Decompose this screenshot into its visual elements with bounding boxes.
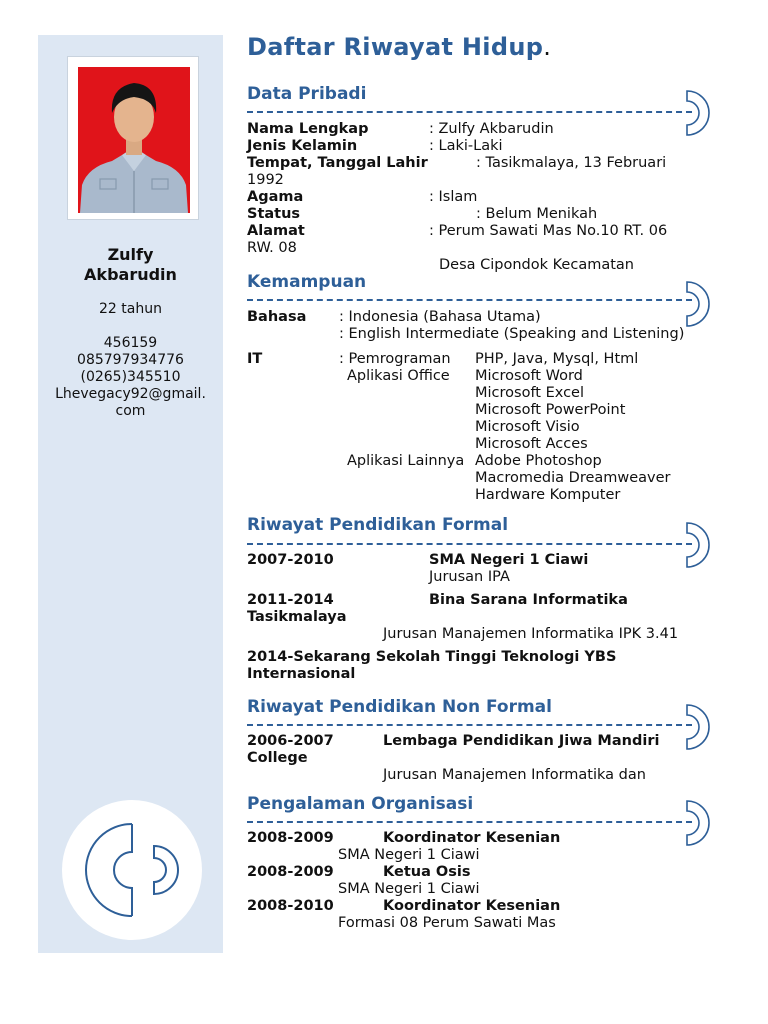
sidebar (38, 35, 223, 953)
value-lain-3: Hardware Komputer (475, 487, 621, 503)
person-portrait-icon (78, 67, 190, 213)
label-bahasa: Bahasa (247, 309, 307, 325)
section-divider (247, 543, 692, 545)
org-2-place: SMA Negeri 1 Ciawi (338, 881, 480, 897)
sidebar-name (38, 245, 223, 285)
org-1-year: 2008-2009 (247, 830, 334, 846)
section-divider (247, 821, 692, 823)
sidebar-age: 22 tahun (99, 301, 162, 317)
value-agama: : Islam (429, 189, 478, 205)
org-3-place: Formasi 08 Perum Sawati Mas (338, 915, 556, 931)
value-bahasa-2: : English Intermediate (Speaking and Listening) (339, 326, 685, 342)
section-heading-kemampuan: Kemampuan (247, 272, 367, 292)
value-jenis-kelamin: : Laki-Laki (429, 138, 503, 154)
formal-1-year: 2007-2010 (247, 552, 334, 568)
sidebar-phone: 085797934776 (77, 352, 184, 368)
nonformal-1-line2: College (247, 750, 308, 766)
profile-photo-frame (67, 56, 199, 220)
label-pemrograman: : Pemrograman (339, 351, 451, 367)
label-aplikasi-lainnya: Aplikasi Lainnya (347, 453, 465, 469)
value-bahasa-1: : Indonesia (Bahasa Utama) (339, 309, 541, 325)
formal-1-sub: Jurusan IPA (429, 569, 510, 585)
formal-1-school: SMA Negeri 1 Ciawi (429, 552, 589, 568)
section-divider (247, 111, 692, 113)
sidebar-logo (62, 800, 202, 940)
value-lain-2: Macromedia Dreamweaver (475, 470, 671, 486)
section-heading-data-pribadi: Data Pribadi (247, 84, 367, 104)
org-1-role: Koordinator Kesenian (383, 830, 561, 846)
value-nama: : Zulfy Akbarudin (429, 121, 554, 137)
sidebar-tel: (0265)345510 (80, 369, 181, 385)
label-aplikasi-office: Aplikasi Office (347, 368, 450, 384)
value-office-1: Microsoft Word (475, 368, 583, 384)
section-heading-pendidikan-formal: Riwayat Pendidikan Formal (247, 515, 509, 535)
sidebar-name-last: Akbarudin (84, 265, 177, 284)
formal-2-year: 2011-2014 (247, 592, 334, 608)
section-arc-icon (685, 280, 715, 328)
nonformal-1-sub: Jurusan Manajemen Informatika dan (383, 767, 646, 783)
sidebar-code: 456159 (103, 335, 158, 351)
sidebar-email-line1: Lhevegacy92@gmail. (55, 386, 206, 402)
nonformal-1-year: 2006-2007 (247, 733, 334, 749)
value-status: : Belum Menikah (476, 206, 598, 222)
sidebar-name-first: Zulfy (107, 245, 154, 264)
section-arc-icon (685, 799, 715, 847)
value-office-5: Microsoft Acces (475, 436, 588, 452)
label-it: IT (247, 351, 263, 367)
org-3-year: 2008-2010 (247, 898, 334, 914)
value-ttl-year: 1992 (247, 172, 284, 188)
formal-3-line2: Internasional (247, 666, 356, 682)
value-office-4: Microsoft Visio (475, 419, 580, 435)
org-2-year: 2008-2009 (247, 864, 334, 880)
value-alamat: : Perum Sawati Mas No.10 RT. 06 (429, 223, 668, 239)
section-heading-pendidikan-non-formal: Riwayat Pendidikan Non Formal (247, 697, 552, 717)
label-nama: Nama Lengkap (247, 121, 369, 137)
sidebar-email-line2: com (115, 403, 146, 419)
value-office-3: Microsoft PowerPoint (475, 402, 626, 418)
label-agama: Agama (247, 189, 304, 205)
nonformal-1-school: Lembaga Pendidikan Jiwa Mandiri (383, 733, 660, 749)
value-ttl: : Tasikmalaya, 13 Februari (476, 155, 667, 171)
page-title: Daftar Riwayat Hidup. (247, 33, 552, 61)
section-arc-icon (685, 703, 715, 751)
section-divider (247, 299, 692, 301)
org-1-place: SMA Negeri 1 Ciawi (338, 847, 480, 863)
value-pemrograman: PHP, Java, Mysql, Html (475, 351, 639, 367)
value-lain-1: Adobe Photoshop (475, 453, 602, 469)
value-alamat-line2: Desa Cipondok Kecamatan (439, 257, 634, 273)
org-3-role: Koordinator Kesenian (383, 898, 561, 914)
section-heading-organisasi: Pengalaman Organisasi (247, 794, 474, 814)
label-status: Status (247, 206, 301, 222)
label-ttl: Tempat, Tanggal Lahir (247, 155, 428, 171)
section-divider (247, 724, 692, 726)
section-arc-icon (685, 89, 715, 137)
profile-photo (78, 67, 190, 213)
label-alamat: Alamat (247, 223, 305, 239)
formal-2-school: Bina Sarana Informatika (429, 592, 628, 608)
formal-2-city: Tasikmalaya (247, 609, 347, 625)
value-alamat-rw: RW. 08 (247, 240, 297, 256)
section-arc-icon (685, 521, 715, 569)
formal-3-line1: 2014-Sekarang Sekolah Tinggi Teknologi YBS (247, 649, 617, 665)
label-jenis-kelamin: Jenis Kelamin (247, 138, 358, 154)
value-office-2: Microsoft Excel (475, 385, 585, 401)
formal-2-sub: Jurusan Manajemen Informatika IPK 3.41 (383, 626, 679, 642)
org-2-role: Ketua Osis (383, 864, 471, 880)
logo-c-icon (62, 800, 202, 940)
